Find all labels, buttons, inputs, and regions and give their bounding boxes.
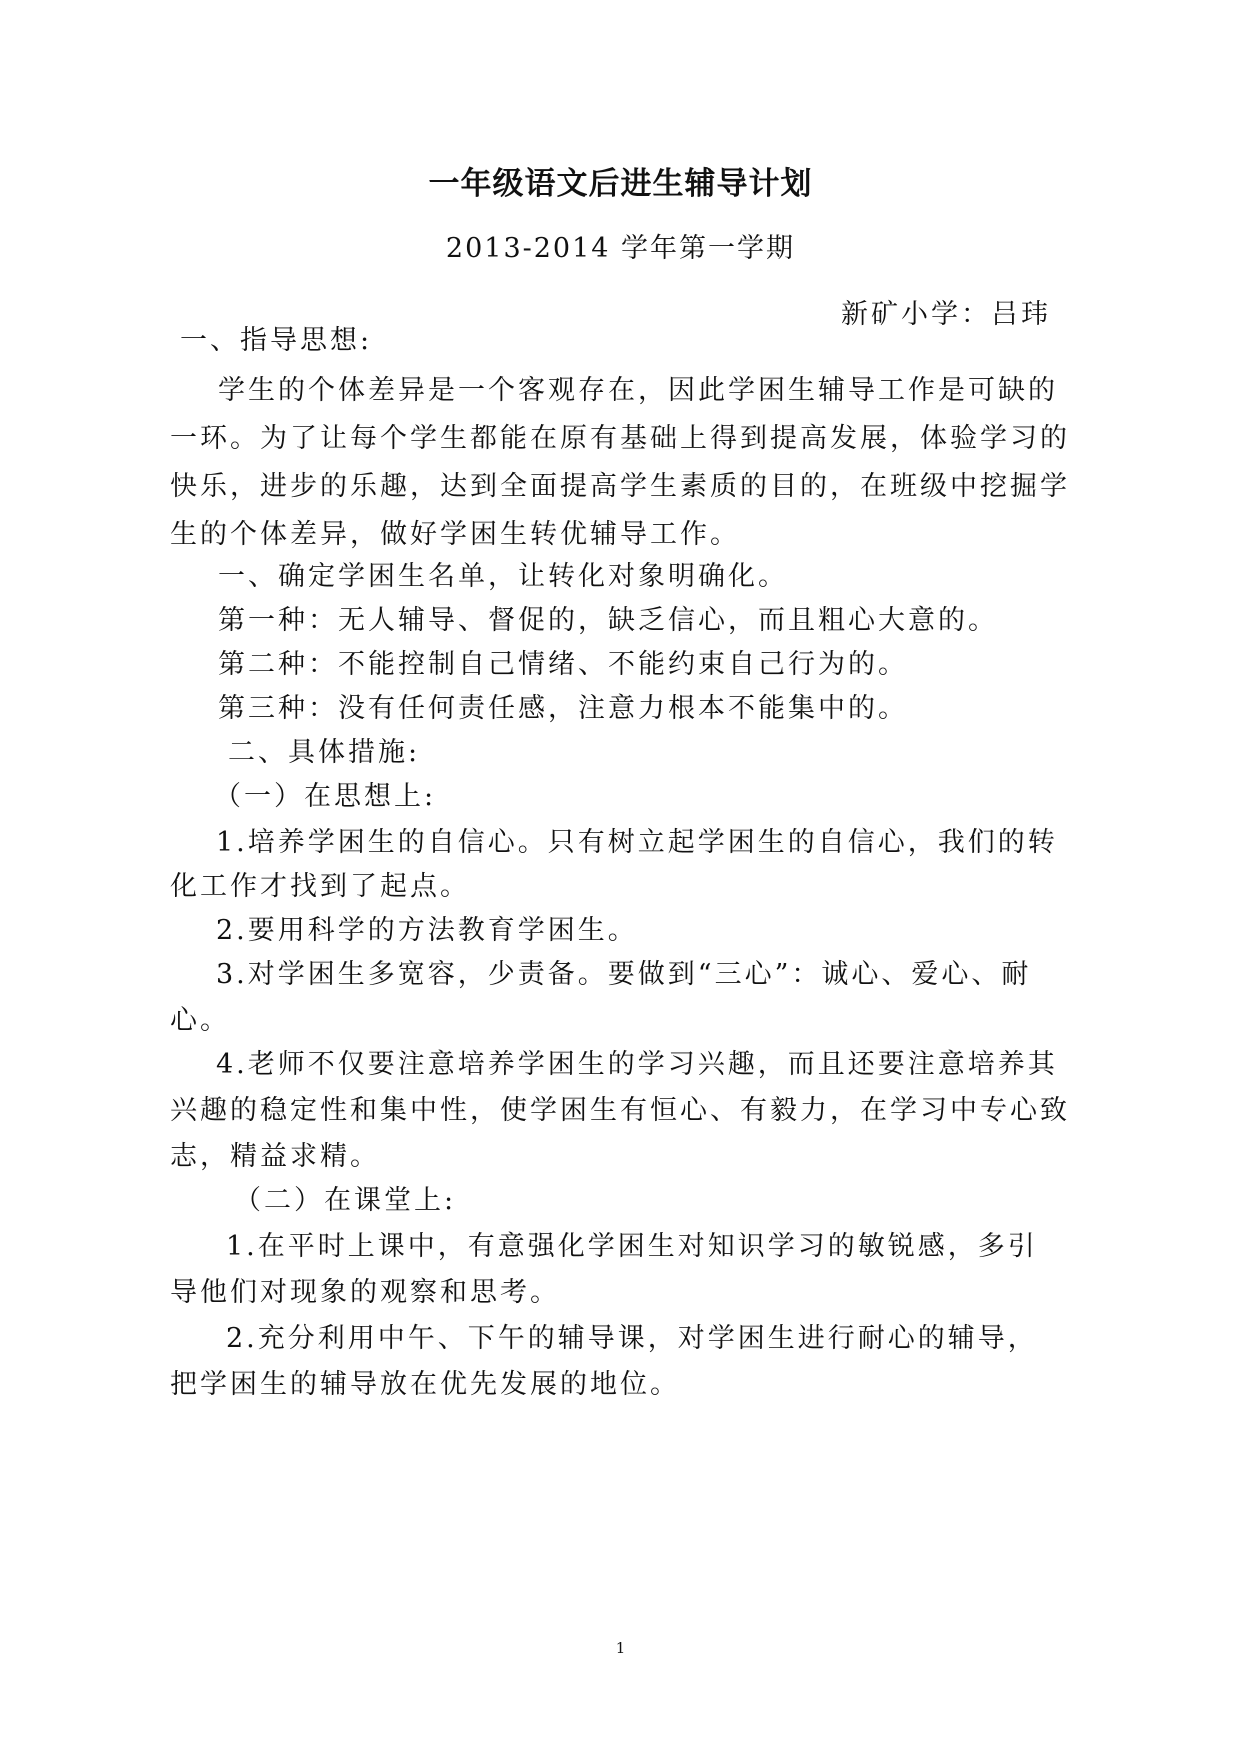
paragraph-line: 导他们对现象的观察和思考。: [170, 1277, 560, 1308]
section-heading-measures: 二、具体措施:: [228, 737, 421, 768]
section-heading-guiding-idea: 一、指导思想:: [180, 325, 373, 356]
paragraph-line: 把学困生的辅导放在优先发展的地位。: [170, 1369, 680, 1400]
subsection-heading-classroom: （二）在课堂上:: [234, 1185, 457, 1216]
list-item: 第三种：没有任何责任感，注意力根本不能集中的。: [218, 693, 908, 724]
page-number: 1: [615, 1639, 626, 1657]
document-author: 新矿小学：吕玮: [841, 299, 1051, 330]
paragraph-line: 学生的个体差异是一个客观存在，因此学困生辅导工作是可缺的: [218, 375, 1058, 406]
paragraph-line: 2.充分利用中午、下午的辅导课，对学困生进行耐心的辅导，: [226, 1323, 1038, 1354]
paragraph-line: 兴趣的稳定性和集中性，使学困生有恒心、有毅力，在学习中专心致: [170, 1095, 1070, 1126]
paragraph-line: 心。: [170, 1005, 230, 1036]
document-subtitle: 2013-2014 学年第一学期: [445, 233, 796, 264]
subsection-heading-thinking: （一）在思想上:: [214, 781, 437, 812]
list-item: 第二种：不能控制自己情绪、不能约束自己行为的。: [218, 649, 908, 680]
paragraph-line: 快乐，进步的乐趣，达到全面提高学生素质的目的，在班级中挖掘学: [170, 471, 1070, 502]
paragraph-line: 2.要用科学的方法教育学困生。: [216, 915, 638, 946]
paragraph-line: 1.培养学困生的自信心。只有树立起学困生的自信心，我们的转: [216, 827, 1058, 858]
list-item: 第一种：无人辅导、督促的，缺乏信心，而且粗心大意的。: [218, 605, 998, 636]
paragraph-line: 化工作才找到了起点。: [170, 871, 470, 902]
paragraph-line: 3.对学困生多宽容，少责备。要做到“三心”：诚心、爱心、耐: [216, 959, 1032, 990]
paragraph-line: 4.老师不仅要注意培养学困生的学习兴趣，而且还要注意培养其: [216, 1049, 1058, 1080]
paragraph-line: 志，精益求精。: [170, 1141, 380, 1172]
paragraph-line: 1.在平时上课中，有意强化学困生对知识学习的敏锐感，多引: [226, 1231, 1038, 1262]
paragraph-line: 生的个体差异，做好学困生转优辅导工作。: [170, 519, 740, 550]
document-title: 一年级语文后进生辅导计划: [428, 166, 813, 202]
list-heading-line: 一、确定学困生名单，让转化对象明确化。: [218, 561, 788, 592]
paragraph-line: 一环。为了让每个学生都能在原有基础上得到提高发展，体验学习的: [170, 423, 1070, 454]
